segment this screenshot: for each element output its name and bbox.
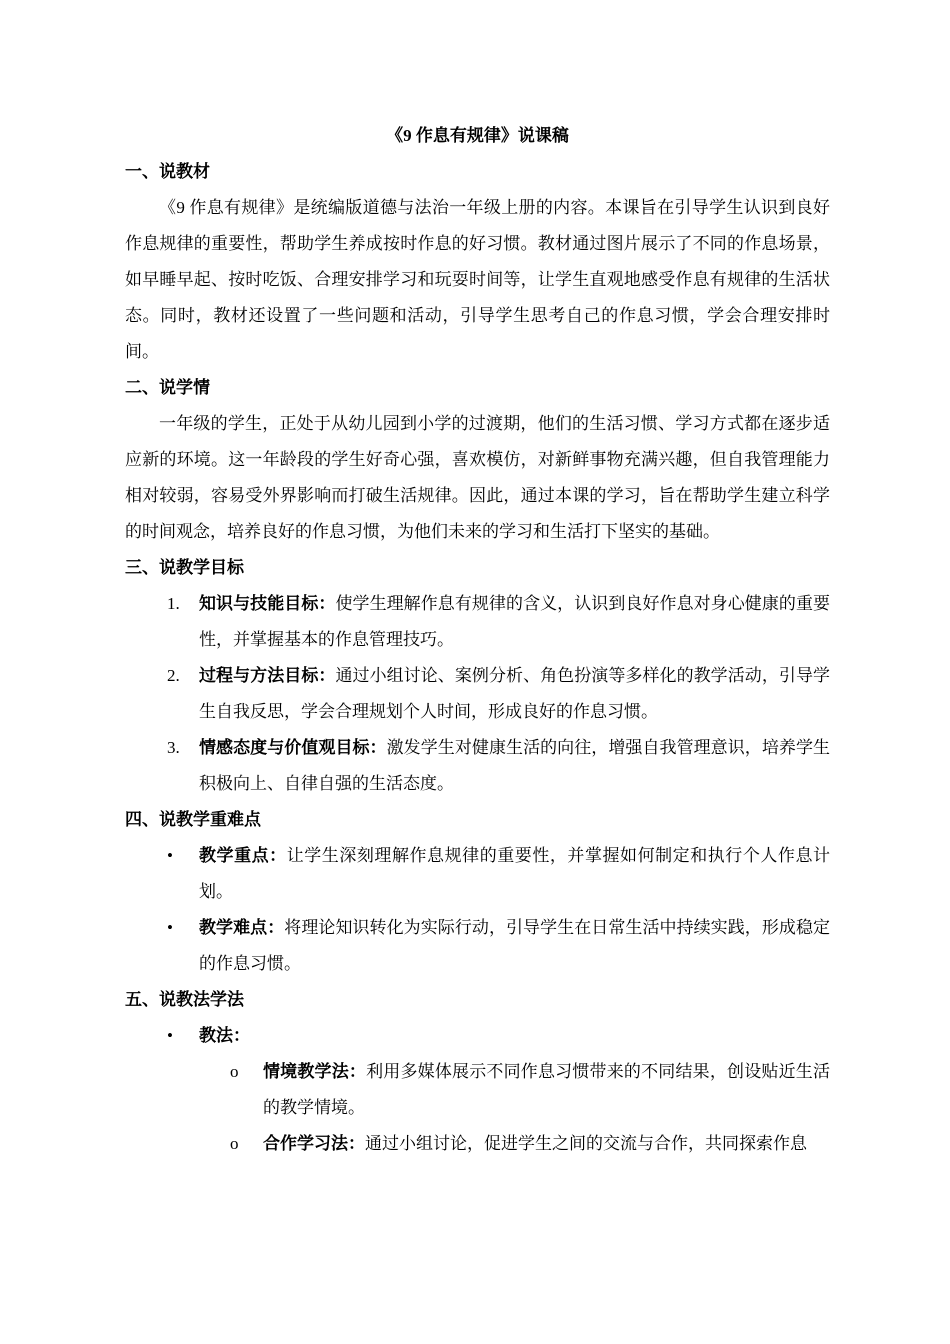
key-point-text: 让学生深刻理解作息规律的重要性，并掌握如何制定和执行个人作息计划。 (199, 846, 831, 901)
method-hezuo-text: 通过小组讨论，促进学生之间的交流与合作，共同探索作息 (365, 1134, 807, 1153)
paragraph-jiaocai: 《9 作息有规律》是统编版道德与法治一年级上册的内容。本课旨在引导学生认识到良好作息规律的重要性，帮助学生养成按时作息的好习惯。教材通过图片展示了不同的作息场景，如早睡早起、按时吃饭、合理安排学习和玩耍时间等，让学生直观地感受作息有规律的生活状态。同时，教材还设置了一些问题和活动，引导学生思考自己的作息习惯，学会合理安排时间。 (125, 198, 830, 361)
objective-item-3-body (199, 730, 830, 802)
bullet-icon: • (167, 918, 173, 937)
key-point-body (199, 838, 830, 910)
difficult-point-text: 将理论知识转化为实际行动，引导学生在日常生活中持续实践，形成稳定的作息习惯。 (199, 918, 831, 973)
difficult-point-label: 教学难点： (199, 918, 285, 937)
method-hezuo-label: 合作学习法： (263, 1134, 365, 1153)
objective-item-1-body (199, 586, 830, 658)
method-item-hezuo (125, 1126, 830, 1162)
objective-item-1 (125, 586, 830, 658)
key-point-label: 教学重点： (199, 846, 287, 865)
difficult-point-item (125, 910, 830, 982)
section-heading-jiaoxue-mubiao: 三、说教学目标 (125, 558, 244, 577)
objective-item-2-label: 过程与方法目标： (199, 666, 336, 685)
section-heading-jiaofa-xuefa: 五、说教法学法 (125, 990, 244, 1009)
list-number-2: 2. (167, 666, 180, 685)
jiaofa-body (199, 1018, 830, 1054)
objective-item-2-text: 通过小组讨论、案例分析、角色扮演等多样化的教学活动，引导学生自我反思，学会合理规划个人时间，形成良好的作息习惯。 (199, 666, 831, 721)
difficult-point-body (199, 910, 830, 982)
list-number-1: 1. (167, 594, 180, 613)
objective-item-3-label: 情感态度与价值观目标： (199, 738, 387, 757)
bullet-icon: • (167, 846, 173, 865)
method-hezuo-body (263, 1126, 830, 1162)
jiaofa-item (125, 1018, 830, 1054)
key-point-item (125, 838, 830, 910)
objective-item-2-body (199, 658, 830, 730)
jiaofa-label: 教法： (199, 1026, 250, 1045)
section-heading-shuo-jiaocai: 一、说教材 (125, 162, 210, 181)
method-qingjing-label: 情境教学法： (263, 1062, 367, 1081)
list-number-3: 3. (167, 738, 180, 757)
bullet-icon: • (167, 1026, 173, 1045)
sub-bullet-icon: o (230, 1134, 239, 1153)
method-item-qingjing (125, 1054, 830, 1126)
objective-item-3-text: 激发学生对健康生活的向往，增强自我管理意识，培养学生积极向上、自律自强的生活态度。 (199, 738, 831, 793)
method-qingjing-body (263, 1054, 830, 1126)
objective-item-1-text: 使学生理解作息有规律的含义，认识到良好作息对身心健康的重要性，并掌握基本的作息管理技巧。 (199, 594, 831, 649)
objective-item-1-label: 知识与技能目标： (199, 594, 336, 613)
section-heading-shuo-xueqing: 二、说学情 (125, 378, 210, 397)
sub-bullet-icon: o (230, 1062, 239, 1081)
objective-item-2 (125, 658, 830, 730)
document-title: 《9 作息有规律》说课稿 (386, 126, 569, 145)
objective-item-3 (125, 730, 830, 802)
paragraph-xueqing: 一年级的学生，正处于从幼儿园到小学的过渡期，他们的生活习惯、学习方式都在逐步适应新的环境。这一年龄段的学生好奇心强，喜欢模仿，对新鲜事物充满兴趣，但自我管理能力相对较弱，容易受外界影响而打破生活规律。因此，通过本课的学习，旨在帮助学生建立科学的时间观念，培养良好的作息习惯，为他们未来的学习和生活打下坚实的基础。 (125, 414, 830, 541)
section-heading-zhongnandian: 四、说教学重难点 (125, 810, 261, 829)
method-qingjing-text: 利用多媒体展示不同作息习惯带来的不同结果，创设贴近生活的教学情境。 (263, 1062, 830, 1117)
